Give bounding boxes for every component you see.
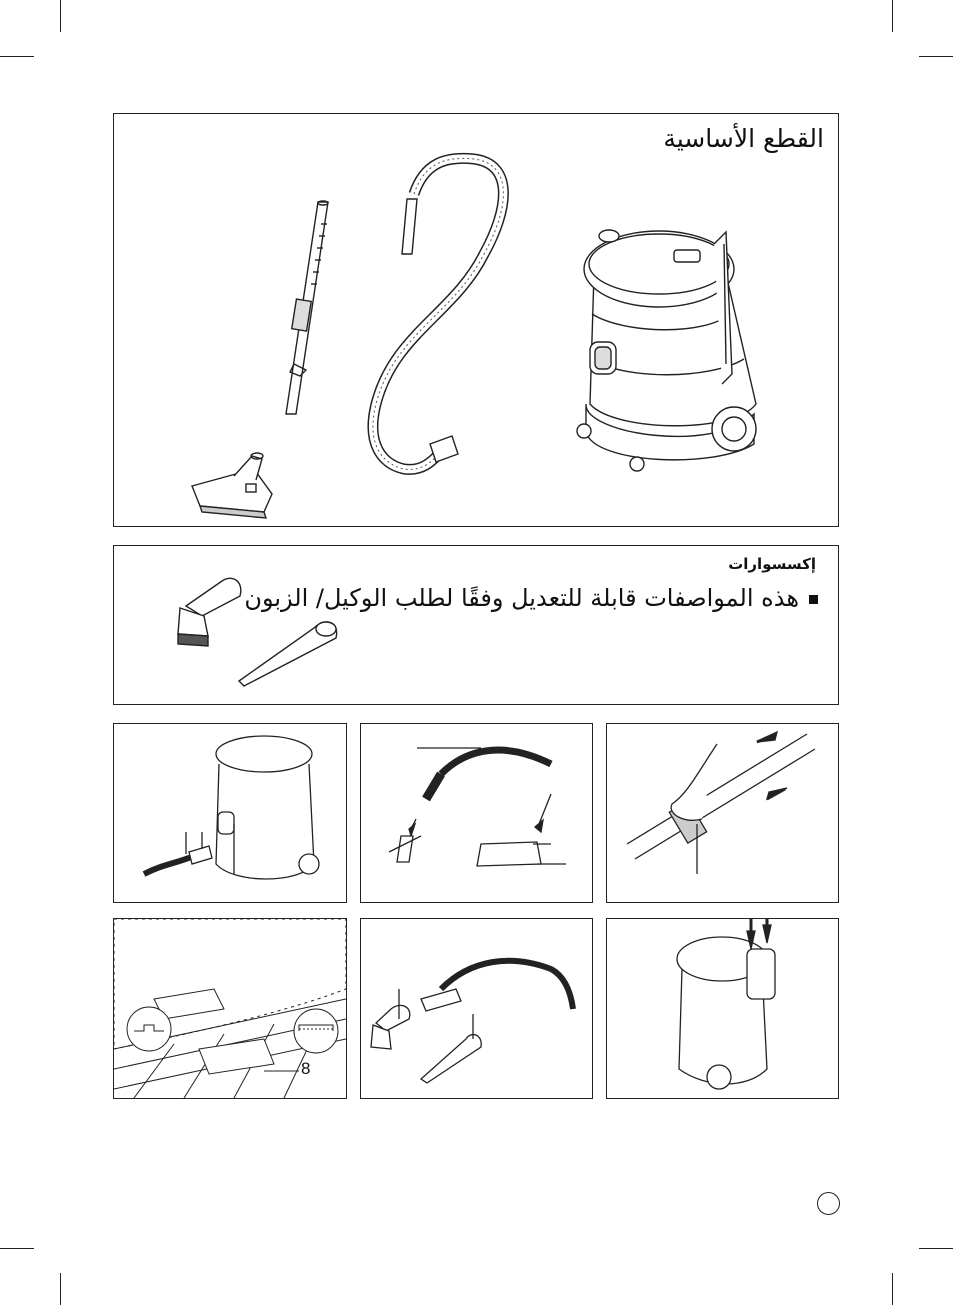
- crop-mark-top-left-v: [60, 0, 61, 32]
- step-panel-tube-length: [606, 723, 839, 903]
- accessories-title: إكسسوارات: [728, 555, 816, 573]
- hose-icon: [373, 158, 503, 469]
- accessories-use-illustration: [361, 919, 592, 1098]
- accessories-panel: [113, 545, 839, 705]
- floor-setting-illustration: [114, 919, 346, 1098]
- crop-mark-bottom-right-h: [919, 1248, 953, 1249]
- tube-length-illustration: [607, 724, 838, 902]
- step-panel-floor-setting: [113, 918, 347, 1099]
- tube-assembly-illustration: [361, 724, 592, 902]
- step-panel-hose-connect: [113, 723, 347, 903]
- crevice-tool-icon: [239, 622, 337, 686]
- accessories-illustration: [114, 546, 838, 704]
- crop-mark-top-right-h: [919, 56, 953, 57]
- step-panel-tube-assembly: [360, 723, 593, 903]
- hose-connect-illustration: [114, 724, 346, 902]
- vacuum-cleaner-icon: [577, 230, 756, 471]
- crop-mark-bottom-left-v: [60, 1273, 61, 1305]
- crop-mark-bottom-left-h: [0, 1248, 34, 1249]
- basic-parts-title: القطع الأساسية: [663, 124, 824, 153]
- floor-nozzle-icon: [192, 453, 272, 518]
- step-panel-accessories-use: [360, 918, 593, 1099]
- crop-mark-top-right-v: [892, 0, 893, 32]
- step-panel-dust-emptying: [606, 918, 839, 1099]
- crop-mark-top-left-h: [0, 56, 34, 57]
- basic-parts-illustration: [114, 114, 838, 526]
- crop-mark-bottom-right-v: [892, 1273, 893, 1305]
- accessories-note-text: هذه المواصفات قابلة للتعديل وفقًا لطلب الوكيل/ الزبون: [244, 584, 799, 612]
- basic-parts-panel: [113, 113, 839, 527]
- dust-emptying-illustration: [607, 919, 838, 1098]
- telescopic-tube-icon: [286, 201, 328, 414]
- upholstery-brush-icon: [178, 578, 241, 646]
- page-number-circle: [817, 1192, 840, 1215]
- floor-setting-number: 8: [301, 1059, 311, 1078]
